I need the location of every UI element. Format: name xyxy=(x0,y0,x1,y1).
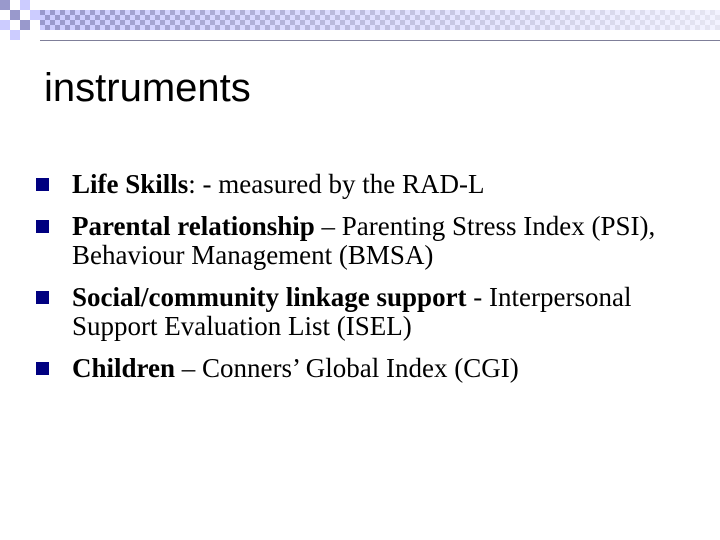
header-decoration xyxy=(0,0,720,50)
square-bullet-icon xyxy=(36,362,49,375)
bullet-item xyxy=(36,206,706,277)
bullet-item xyxy=(36,164,706,206)
bullet-text xyxy=(72,277,706,348)
bullet-bold-label: Parental relationship xyxy=(72,211,315,241)
bullet-bold-label: Life Skills xyxy=(72,169,189,199)
bullet-description: – Parenting Stress Index (PSI), Behaviour Management (BMSA) xyxy=(72,211,656,270)
bullet-bold-label: Social/community linkage support xyxy=(72,282,467,312)
title-divider xyxy=(40,40,720,41)
bullet-text xyxy=(72,348,706,390)
slide-title: instruments xyxy=(44,66,251,110)
bullet-item xyxy=(36,277,706,348)
square-bullet-icon xyxy=(36,220,49,233)
bullet-description: - Interpersonal Support Evaluation List (ISEL) xyxy=(72,282,632,341)
bullet-description: : - measured by the RAD-L xyxy=(188,169,485,199)
square-bullet-icon xyxy=(36,178,49,191)
bullet-bold-label: Children xyxy=(72,353,176,383)
bullet-item xyxy=(36,348,706,390)
square-bullet-icon xyxy=(36,291,49,304)
bullet-text xyxy=(72,164,706,206)
bullet-list xyxy=(36,164,706,390)
bullet-description: – Conners’ Global Index (CGI) xyxy=(175,353,519,383)
bullet-text xyxy=(72,206,706,277)
